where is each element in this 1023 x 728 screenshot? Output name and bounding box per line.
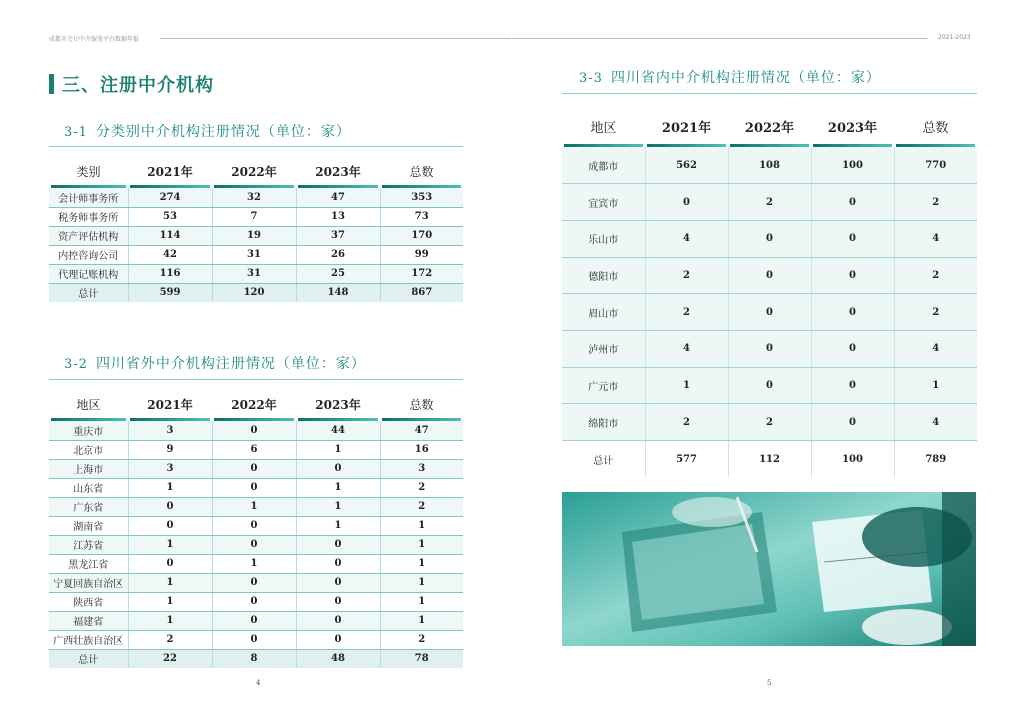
table2-header-label: 2021年 [147,398,193,412]
row-label: 代理记账机构 [49,264,128,283]
row-value: 0 [212,573,296,592]
table2-header-3 [296,393,380,421]
row-label: 福建省 [49,611,128,630]
row-label: 绵阳市 [562,404,645,441]
row-label: 总计 [49,649,128,668]
row-value: 0 [212,478,296,497]
row-value: 4 [645,330,728,367]
row-value: 2 [645,257,728,294]
section-title [49,71,214,97]
row-label: 内控咨询公司 [49,245,128,264]
row-value: 1 [128,478,212,497]
row-value: 4 [894,220,977,257]
table1-header-label: 类别 [76,165,101,179]
row-value: 0 [811,220,894,257]
table3-header-0 [562,115,645,147]
row-value: 2 [380,497,463,516]
table-row [49,264,463,283]
row-value: 116 [128,264,212,283]
row-label: 宁夏回族自治区 [49,573,128,592]
section-title-text: 三、注册中介机构 [62,75,214,96]
table1-header-3 [296,160,380,188]
left-page [0,0,511,728]
row-label: 江苏省 [49,535,128,554]
page-number-right: 5 [767,679,772,687]
table-row [562,147,977,184]
row-label: 总计 [562,441,645,478]
row-value: 4 [894,404,977,441]
row-value: 1 [296,516,380,535]
row-value: 6 [212,440,296,459]
table-row [562,294,977,331]
row-value: 0 [811,404,894,441]
business-meeting-photo [562,492,976,646]
row-value: 0 [296,554,380,573]
row-value: 22 [128,649,212,668]
row-value: 1 [128,592,212,611]
table3 [562,115,977,477]
row-value: 353 [380,188,463,207]
table-row [49,554,463,573]
table3-header-label: 2021年 [661,121,712,136]
table-row [49,226,463,245]
row-value: 4 [645,220,728,257]
row-value: 1 [380,611,463,630]
row-label: 陕西省 [49,592,128,611]
table3-rule [562,93,977,94]
row-value: 3 [128,459,212,478]
header-title: 成都市会计中介服务平台数据年报 [49,36,140,43]
table2-number: 3-2 [64,357,88,372]
row-value: 9 [128,440,212,459]
table1-header-label: 总数 [409,165,434,179]
row-value: 1 [380,554,463,573]
row-value: 47 [380,421,463,440]
row-label: 广西壮族自治区 [49,630,128,649]
table-row [562,330,977,367]
row-value: 0 [728,294,811,331]
row-label: 眉山市 [562,294,645,331]
table-row [49,478,463,497]
row-value: 0 [811,294,894,331]
table3-title [579,67,881,87]
row-label: 重庆市 [49,421,128,440]
table3-header-label: 2022年 [744,121,795,136]
row-label: 山东省 [49,478,128,497]
row-value: 1 [380,592,463,611]
row-value: 31 [212,264,296,283]
row-value: 2 [728,184,811,221]
row-value: 599 [128,283,212,302]
row-value: 0 [296,573,380,592]
row-label: 成都市 [562,147,645,184]
row-value: 48 [296,649,380,668]
table2-header-label: 2022年 [231,398,277,412]
table2-header-row [49,393,463,421]
row-value: 112 [728,441,811,478]
table3-header-label: 地区 [590,121,617,136]
row-value: 0 [728,220,811,257]
row-value: 44 [296,421,380,440]
row-value: 99 [380,245,463,264]
row-value: 1 [128,535,212,554]
table-row [562,184,977,221]
row-value: 0 [728,330,811,367]
table2-header-label: 地区 [76,398,101,412]
table-row [49,592,463,611]
table3-header-2 [728,115,811,147]
table1-header-4 [380,160,463,188]
header-year: 2021-2023 [938,34,971,41]
row-value: 1 [296,497,380,516]
row-value: 100 [811,441,894,478]
row-value: 562 [645,147,728,184]
table3-header-label: 总数 [922,121,949,136]
row-value: 73 [380,207,463,226]
row-value: 1 [380,516,463,535]
table2-header-label: 2023年 [315,398,361,412]
table1-header-row [49,160,463,188]
row-value: 3 [380,459,463,478]
header-rule-right [512,38,927,39]
row-value: 172 [380,264,463,283]
row-value: 0 [212,630,296,649]
row-value: 2 [728,404,811,441]
row-value: 0 [811,257,894,294]
table2-header-1 [128,393,212,421]
row-value: 13 [296,207,380,226]
row-value: 0 [296,592,380,611]
table1-header-1 [128,160,212,188]
row-label: 宜宾市 [562,184,645,221]
row-value: 0 [811,367,894,404]
row-value: 1 [894,367,977,404]
table3-header-1 [645,115,728,147]
row-value: 108 [728,147,811,184]
table-row [562,404,977,441]
row-label: 会计师事务所 [49,188,128,207]
row-value: 0 [128,554,212,573]
section-bar [49,74,54,94]
table2 [49,393,463,668]
table-row [49,573,463,592]
table3-number: 3-3 [579,71,603,86]
table2-header-4 [380,393,463,421]
table1-body [49,188,463,302]
table3-header-label: 2023年 [827,121,878,136]
table-row [49,630,463,649]
row-value: 100 [811,147,894,184]
row-value: 0 [128,497,212,516]
row-value: 0 [212,592,296,611]
table1-title-text: 分类别中介机构注册情况（单位：家） [95,124,351,140]
row-value: 170 [380,226,463,245]
row-value: 2 [894,257,977,294]
row-value: 2 [645,294,728,331]
row-value: 1 [380,535,463,554]
row-value: 0 [296,611,380,630]
row-label: 泸州市 [562,330,645,367]
table3-header-4 [894,115,977,147]
row-value: 4 [894,330,977,367]
table2-header-label: 总数 [409,398,434,412]
table-row [49,516,463,535]
table2-title [64,353,366,373]
page-number-left: 4 [256,679,261,687]
row-value: 0 [728,257,811,294]
table-row [49,535,463,554]
row-value: 8 [212,649,296,668]
row-value: 789 [894,441,977,478]
table-row [562,220,977,257]
table2-body [49,421,463,668]
row-value: 25 [296,264,380,283]
row-value: 26 [296,245,380,264]
table-row [562,367,977,404]
table-row [562,257,977,294]
row-value: 577 [645,441,728,478]
table-row [49,497,463,516]
table2-header-2 [212,393,296,421]
table2-rule [49,379,463,380]
row-value: 2 [894,294,977,331]
table3-header-3 [811,115,894,147]
table1-title [64,121,351,141]
row-label: 上海市 [49,459,128,478]
row-value: 0 [645,184,728,221]
row-value: 1 [296,440,380,459]
row-value: 1 [212,554,296,573]
row-value: 770 [894,147,977,184]
row-value: 0 [212,516,296,535]
table3-total-row [562,441,977,478]
row-value: 0 [811,330,894,367]
table1-number: 3-1 [64,125,88,140]
header-rule [160,38,511,39]
table2-title-text: 四川省外中介机构注册情况（单位：家） [95,356,366,372]
row-value: 274 [128,188,212,207]
row-label: 税务师事务所 [49,207,128,226]
row-value: 47 [296,188,380,207]
row-value: 148 [296,283,380,302]
row-label: 资产评估机构 [49,226,128,245]
table1-header-2 [212,160,296,188]
row-value: 1 [128,573,212,592]
row-value: 0 [128,516,212,535]
row-label: 北京市 [49,440,128,459]
table3-header-row [562,115,977,147]
table1-rule [49,146,463,147]
row-value: 2 [380,630,463,649]
row-value: 3 [128,421,212,440]
row-value: 2 [894,184,977,221]
row-value: 78 [380,649,463,668]
table-row [49,188,463,207]
table-row [49,207,463,226]
row-label: 广元市 [562,367,645,404]
row-value: 120 [212,283,296,302]
row-value: 867 [380,283,463,302]
table-row [49,440,463,459]
row-value: 0 [212,421,296,440]
row-value: 0 [296,459,380,478]
table-row [49,459,463,478]
row-value: 1 [380,573,463,592]
row-value: 19 [212,226,296,245]
row-value: 0 [811,184,894,221]
row-label: 德阳市 [562,257,645,294]
row-label: 总计 [49,283,128,302]
row-value: 1 [645,367,728,404]
row-value: 31 [212,245,296,264]
row-label: 黑龙江省 [49,554,128,573]
row-value: 0 [296,535,380,554]
row-label: 乐山市 [562,220,645,257]
row-value: 42 [128,245,212,264]
row-value: 0 [212,459,296,478]
table1-total-row [49,283,463,302]
row-value: 114 [128,226,212,245]
row-label: 湖南省 [49,516,128,535]
row-value: 0 [212,611,296,630]
table2-header-0 [49,393,128,421]
table-row [49,611,463,630]
row-value: 0 [212,535,296,554]
table3-title-text: 四川省内中介机构注册情况（单位：家） [610,70,881,86]
table-row [49,421,463,440]
table1-header-label: 2021年 [147,165,193,179]
row-value: 0 [296,630,380,649]
row-value: 1 [128,611,212,630]
row-value: 0 [728,367,811,404]
table3-body [562,147,977,477]
table1-header-label: 2022年 [231,165,277,179]
table1-header-0 [49,160,128,188]
row-value: 1 [212,497,296,516]
row-value: 7 [212,207,296,226]
row-value: 1 [296,478,380,497]
row-value: 2 [128,630,212,649]
row-value: 32 [212,188,296,207]
table1-header-label: 2023年 [315,165,361,179]
row-value: 37 [296,226,380,245]
table2-total-row [49,649,463,668]
row-value: 2 [645,404,728,441]
table-row [49,245,463,264]
table1 [49,160,463,302]
row-value: 53 [128,207,212,226]
row-label: 广东省 [49,497,128,516]
row-value: 16 [380,440,463,459]
photo-illustration [562,492,976,646]
row-value: 2 [380,478,463,497]
